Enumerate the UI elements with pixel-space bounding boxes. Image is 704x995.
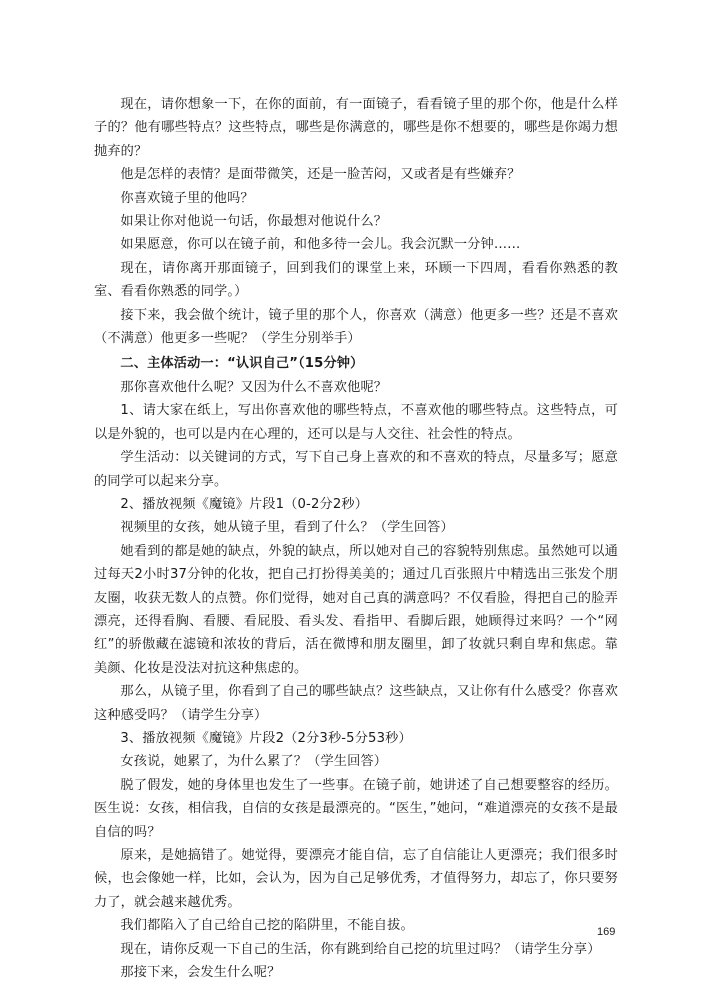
paragraph: 脱了假发，她的身体里也发生了一些事。在镜子前，她讲述了自己想要整容的经历。医生说：女孩，相信我，自信的女孩是最漂亮的。“医生，”她问，“难道漂亮的女孩不是最自信的吗？ [94, 777, 618, 840]
paragraph: 接下来，我会做个统计，镜子里的那个人，你喜欢（满意）他更多一些？还是不喜欢（不满意）他更多一些呢？（学生分别举手） [94, 307, 618, 347]
paragraph: 3、播放视频《魔镜》片段2（2分3秒-5分53秒） [120, 730, 412, 746]
paragraph: 2、播放视频《魔镜》片段1（0-2分2秒） [120, 496, 369, 512]
paragraph: 如果让你对他说一句话，你最想对他说什么？ [120, 214, 388, 230]
paragraph: 1、请大家在纸上，写出你喜欢他的哪些特点，不喜欢他的哪些特点。这些特点，可以是外貌的，也可以是内在心理的，还可以是与人交往、社会性的特点。 [94, 403, 618, 442]
paragraph: 我们都陷入了自己给自己挖的陷阱里，不能自拔。 [120, 918, 414, 934]
paragraph: 那你喜欢他什么呢？又因为什么不喜欢他呢？ [120, 379, 388, 395]
paragraph: 那接下来，会发生什么呢？ [120, 965, 281, 981]
paragraph: 学生活动：以关键词的方式，写下自己身上喜欢的和不喜欢的特点，尽量多写；愿意的同学可以起来分享。 [94, 450, 618, 489]
paragraph: 你喜欢镜子里的他吗？ [120, 190, 254, 206]
page-number: 169 [597, 926, 616, 938]
section-heading: 二、主体活动一：“认识自己”（15分钟） [120, 356, 364, 372]
paragraph: 视频里的女孩，她从镜子里，看到了什么？（学生回答） [120, 520, 454, 536]
paragraph: 如果愿意，你可以在镜子前，和他多待一会儿。我会沉默一分钟…… [120, 237, 521, 253]
paragraph: 女孩说，她累了，为什么累了？（学生回答） [120, 754, 388, 770]
paragraph: 他是怎样的表情？是面带微笑，还是一脸苦闷，又或者是有些嫌弃？ [120, 167, 521, 183]
document-body [94, 93, 618, 984]
paragraph: 原来，是她搞错了。她觉得，要漂亮才能自信，忘了自信能让人更漂亮；我们很多时候，也会像她一样，比如，会认为，因为自己足够优秀，才值得努力，却忘了，你只要努力了，就会越来越优秀。 [94, 848, 618, 910]
paragraph: 那么，从镜子里，你看到了自己的哪些缺点？这些缺点，又让你有什么感受？你喜欢这种感受吗？（请学生分享） [94, 684, 618, 723]
paragraph: 现在，请你反观一下自己的生活，你有跳到给自己挖的坑里过吗？（请学生分享） [120, 941, 601, 957]
paragraph: 现在，请你想象一下，在你的面前，有一面镜子，看看镜子里的那个你，他是什么样子的？他有哪些特点？这些特点，哪些是你满意的，哪些是你不想要的，哪些是你竭力想抛弃的？ [94, 97, 618, 159]
paragraph: 她看到的都是她的缺点，外貌的缺点，所以她对自己的容貌特别焦虑。虽然她可以通过每天2小时37分钟的化妆，把自己打扮得美美的；通过几百张照片中精选出三张发个朋友圈，收获无数人的点赞。你们觉得，她对自己真的满意吗？不仅看脸，得把自己的脸弄漂亮，还得看胸、看腰、看屁股、看头发、看指甲、看脚后跟，她顾得过来吗？一个“网红”的骄傲藏在滤镜和浓妆的背后，活在微博和朋友圈里，卸了妆就只剩自卑和焦虑。靠美颜、化妆是没法对抗这种焦虑的。 [94, 543, 618, 676]
paragraph: 现在，请你离开那面镜子，回到我们的课堂上来，环顾一下四周，看看你熟悉的教室、看看你熟悉的同学。） [94, 260, 618, 300]
